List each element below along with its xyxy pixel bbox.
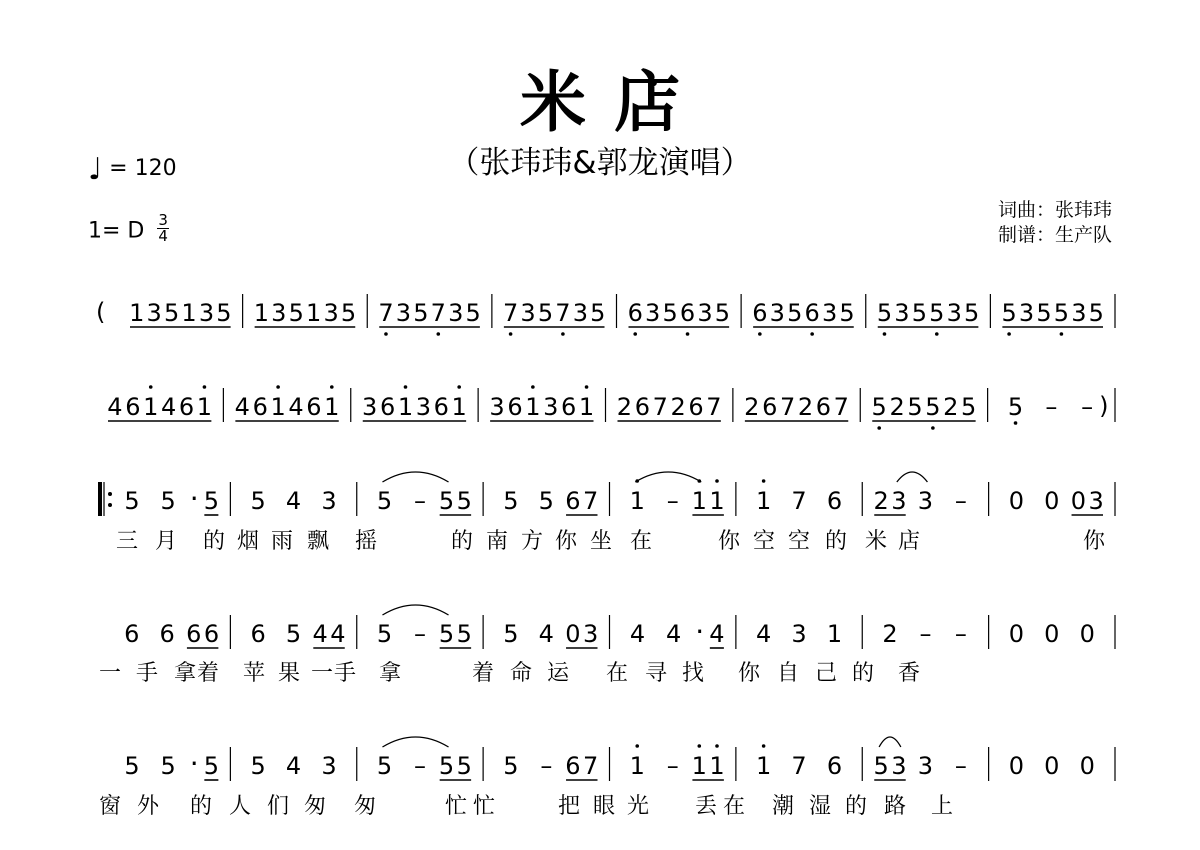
lyric-syllable: 路 xyxy=(883,794,907,819)
low-octave-dot xyxy=(384,332,388,336)
note-digit: 6 xyxy=(379,393,396,421)
note-digit: 6 xyxy=(250,620,266,648)
low-octave-dot xyxy=(1007,332,1011,336)
note-digit: 7 xyxy=(502,299,519,327)
dot-note: · xyxy=(695,615,705,648)
note-digit: 1 xyxy=(143,393,159,421)
note-digit: 7 xyxy=(582,752,599,780)
note-digit: 5 xyxy=(871,393,887,421)
note-digit: 7 xyxy=(555,299,571,327)
lyric-syllable: 烟 xyxy=(236,529,260,554)
note-digit: 1 xyxy=(755,487,772,515)
note-digit: 5 xyxy=(839,299,855,327)
note-digit: 0 xyxy=(1008,620,1024,648)
lyric-syllable: 空 xyxy=(752,529,776,554)
note-digit: 6 xyxy=(433,393,449,421)
dash-note: – xyxy=(1045,393,1058,421)
note-digit: 6 xyxy=(186,620,202,648)
note-digit: 5 xyxy=(590,299,606,327)
note-digit: 7 xyxy=(652,393,668,421)
note-digit: 5 xyxy=(124,487,140,515)
lyric-syllable: 命 xyxy=(509,661,533,686)
note-digit: 4 xyxy=(285,752,302,780)
note-digit: 3 xyxy=(321,487,337,515)
note-digit: 1 xyxy=(129,299,145,327)
note-digit: 0 xyxy=(565,620,581,648)
tempo-value: = 120 xyxy=(109,156,177,181)
lyric-syllable: 拿 xyxy=(173,661,197,686)
quarter-note-icon: ♩ xyxy=(88,152,103,187)
song-subtitle: （张玮玮&郭龙演唱） xyxy=(448,145,752,181)
note-digit: 4 xyxy=(288,393,304,421)
note-digit: 3 xyxy=(271,299,287,327)
note-digit: 5 xyxy=(503,487,519,515)
note-digit: 2 xyxy=(882,620,898,648)
lyric-syllable: 的 xyxy=(851,661,875,686)
low-octave-dot xyxy=(758,332,762,336)
lyric-syllable: 方 xyxy=(520,529,544,554)
lyric-syllable: 苹 xyxy=(242,661,266,686)
note-digit: 5 xyxy=(376,752,393,780)
note-digit: 7 xyxy=(779,393,796,421)
lyric-syllable: 上 xyxy=(930,794,954,819)
note-digit: 7 xyxy=(833,393,849,421)
note-digit: 5 xyxy=(438,620,455,648)
note-digit: 3 xyxy=(543,393,559,421)
low-octave-dot xyxy=(1060,332,1064,336)
lyric-syllable: 你 xyxy=(717,529,741,554)
note-digit: 4 xyxy=(755,620,772,648)
low-octave-dot xyxy=(509,332,513,336)
note-digit: 6 xyxy=(815,393,832,421)
high-octave-dot xyxy=(276,385,280,389)
note-digit: 5 xyxy=(1036,299,1052,327)
note-digit: 3 xyxy=(917,487,934,515)
dash-note: – xyxy=(540,752,553,780)
note-digit: 0 xyxy=(1008,752,1024,780)
note-digit: 1 xyxy=(181,299,197,327)
repeat-thick-bar xyxy=(98,482,102,516)
lyric-syllable: 飘 xyxy=(306,529,330,554)
high-octave-dot xyxy=(715,744,719,748)
lyric-syllable: 香 xyxy=(897,661,921,686)
note-digit: 6 xyxy=(203,620,220,648)
high-octave-dot xyxy=(330,385,334,389)
note-digit: 0 xyxy=(1044,487,1060,515)
note-digit: 5 xyxy=(340,299,357,327)
lyric-syllable: 雨 xyxy=(270,529,294,554)
low-octave-dot xyxy=(686,332,690,336)
note-digit: 5 xyxy=(160,487,176,515)
lyric-syllable: 们 xyxy=(266,794,290,819)
note-digit: 6 xyxy=(679,299,696,327)
note-digit: 4 xyxy=(107,393,123,421)
tie-slur xyxy=(382,737,448,747)
dash-note: – xyxy=(666,752,679,780)
note-digit: 5 xyxy=(216,299,232,327)
note-digit: 5 xyxy=(503,620,519,648)
note-digit: 5 xyxy=(925,393,941,421)
note-digit: 1 xyxy=(324,393,340,421)
lyric-syllable: 三 xyxy=(115,529,139,554)
time-numerator: 3 xyxy=(158,211,168,229)
note-digit: 5 xyxy=(285,620,302,648)
note-digit: 0 xyxy=(1008,487,1024,515)
lyric-syllable: 一 xyxy=(310,661,334,686)
note-digit: 6 xyxy=(762,393,778,421)
note-digit: 1 xyxy=(451,393,467,421)
note-digit: 3 xyxy=(1018,299,1035,327)
note-digit: 4 xyxy=(285,487,302,515)
tie-slur xyxy=(635,472,701,482)
tie-slur xyxy=(879,737,901,747)
lyric-syllable: 手 xyxy=(135,661,159,686)
note-digit: 6 xyxy=(565,487,581,515)
lyric-syllable: 着 xyxy=(196,661,220,686)
lyric-syllable: 寻 xyxy=(644,661,668,686)
note-digit: 1 xyxy=(253,299,269,327)
lyric-syllable: 一 xyxy=(98,661,122,686)
lyric-syllable: 外 xyxy=(136,794,160,819)
note-digit: 3 xyxy=(146,299,162,327)
note-digit: 5 xyxy=(537,299,554,327)
note-digit: 1 xyxy=(525,393,541,421)
note-digit: 3 xyxy=(1071,299,1087,327)
close-paren: ) xyxy=(1099,392,1109,420)
note-digit: 5 xyxy=(456,487,472,515)
dash-note: – xyxy=(954,620,967,648)
note-digit: 5 xyxy=(929,299,945,327)
note-digit: 4 xyxy=(160,393,177,421)
note-digit: 3 xyxy=(362,393,378,421)
lyric-syllable: 忙 xyxy=(444,794,468,819)
lyric-syllable: 人 xyxy=(228,794,252,819)
note-digit: 2 xyxy=(616,393,633,421)
dash-note: – xyxy=(413,620,426,648)
note-digit: 6 xyxy=(178,393,195,421)
high-octave-dot xyxy=(585,385,589,389)
tie-slur xyxy=(382,605,448,615)
low-octave-dot xyxy=(883,332,887,336)
lyric-syllable: 光 xyxy=(626,794,650,819)
note-digit: 3 xyxy=(520,299,536,327)
note-digit: 1 xyxy=(755,752,772,780)
time-denominator: 4 xyxy=(158,227,168,245)
lyric-syllable: 窗 xyxy=(98,794,122,819)
high-octave-dot xyxy=(762,479,766,483)
lyric-syllable: 月 xyxy=(154,529,178,554)
note-digit: 2 xyxy=(797,393,814,421)
lyric-syllable: 丢 xyxy=(694,794,718,819)
note-digit: 6 xyxy=(752,299,768,327)
note-digit: 5 xyxy=(662,299,678,327)
note-digit: 1 xyxy=(270,393,286,421)
note-digit: 1 xyxy=(629,487,645,515)
note-digit: 6 xyxy=(306,393,322,421)
note-digit: 7 xyxy=(706,393,722,421)
note-digit: 3 xyxy=(891,752,907,780)
lyric-syllable: 坐 xyxy=(589,529,613,554)
lyric-syllable: 空 xyxy=(787,529,811,554)
note-digit: 2 xyxy=(670,393,686,421)
low-octave-dot xyxy=(436,332,440,336)
note-digit: 3 xyxy=(198,299,215,327)
note-digit: 5 xyxy=(787,299,803,327)
repeat-dot xyxy=(108,492,112,496)
dot-note: · xyxy=(189,482,199,515)
high-octave-dot xyxy=(531,385,535,389)
note-digit: 5 xyxy=(288,299,304,327)
note-digit: 0 xyxy=(1079,620,1095,648)
high-octave-dot xyxy=(697,744,701,748)
note-digit: 6 xyxy=(124,620,140,648)
note-digit: 5 xyxy=(876,299,893,327)
note-digit: 3 xyxy=(697,299,713,327)
lyric-syllable: 的 xyxy=(189,794,213,819)
dash-note: – xyxy=(413,752,426,780)
note-digit: 5 xyxy=(1001,299,1017,327)
note-digit: 7 xyxy=(430,299,446,327)
note-digit: 4 xyxy=(665,620,682,648)
lyric-syllable: 找 xyxy=(681,661,705,686)
note-digit: 3 xyxy=(415,393,432,421)
high-octave-dot xyxy=(762,744,766,748)
lyric-syllable: 的 xyxy=(844,794,868,819)
note-digit: 4 xyxy=(709,620,725,648)
note-digit: 1 xyxy=(709,487,725,515)
note-digit: 3 xyxy=(946,299,962,327)
credit-arranger: 制谱：生产队 xyxy=(997,224,1112,246)
note-digit: 5 xyxy=(203,487,220,515)
note-digit: 5 xyxy=(961,393,977,421)
note-digit: 5 xyxy=(250,752,266,780)
note-digit: 5 xyxy=(964,299,980,327)
note-digit: 5 xyxy=(1007,393,1024,421)
low-octave-dot xyxy=(633,332,637,336)
low-octave-dot xyxy=(935,332,939,336)
high-octave-dot xyxy=(404,385,408,389)
lyric-syllable: 潮 xyxy=(771,794,795,819)
open-paren: ( xyxy=(96,298,106,326)
note-digit: 1 xyxy=(196,393,213,421)
dash-note: – xyxy=(954,487,967,515)
note-digit: 3 xyxy=(821,299,838,327)
note-digit: 6 xyxy=(627,299,643,327)
lyric-syllable: 店 xyxy=(897,529,921,554)
tie-slur xyxy=(382,472,448,482)
note-digit: 1 xyxy=(691,752,707,780)
repeat-dot xyxy=(108,503,112,507)
lyric-syllable: 眼 xyxy=(592,794,616,819)
low-octave-dot xyxy=(931,426,935,430)
dash-note: – xyxy=(919,620,932,648)
note-digit: 5 xyxy=(465,299,481,327)
note-digit: 5 xyxy=(1053,299,1070,327)
lyric-syllable: 你 xyxy=(554,529,578,554)
note-digit: 5 xyxy=(907,393,923,421)
song-title: 米店 xyxy=(520,64,708,141)
note-digit: 6 xyxy=(826,487,843,515)
note-digit: 3 xyxy=(1088,487,1104,515)
note-digit: 7 xyxy=(582,487,599,515)
dash-note: – xyxy=(666,487,679,515)
note-digit: 2 xyxy=(744,393,760,421)
note-digit: 4 xyxy=(312,620,328,648)
note-digit: 5 xyxy=(438,487,455,515)
note-digit: 5 xyxy=(714,299,731,327)
note-digit: 6 xyxy=(252,393,268,421)
note-digit: 5 xyxy=(538,487,554,515)
note-digit: 3 xyxy=(489,393,505,421)
low-octave-dot xyxy=(1014,421,1018,425)
note-digit: 3 xyxy=(791,620,807,648)
note-digit: 5 xyxy=(376,487,393,515)
lyric-syllable: 匆 xyxy=(353,794,377,819)
note-digit: 6 xyxy=(125,393,141,421)
note-digit: 3 xyxy=(645,299,661,327)
note-digit: 2 xyxy=(889,393,905,421)
note-digit: 5 xyxy=(160,752,176,780)
note-digit: 1 xyxy=(629,752,645,780)
dash-note: – xyxy=(1081,393,1094,421)
dash-note: – xyxy=(413,487,426,515)
low-octave-dot xyxy=(561,332,565,336)
credit-lyrics-music: 词曲：张玮玮 xyxy=(997,199,1112,221)
note-digit: 6 xyxy=(507,393,523,421)
lyric-syllable: 拿 xyxy=(378,661,402,686)
note-digit: 5 xyxy=(438,752,455,780)
high-octave-dot xyxy=(715,479,719,483)
note-digit: 5 xyxy=(456,752,472,780)
lyric-syllable: 米 xyxy=(864,529,888,554)
note-digit: 1 xyxy=(709,752,725,780)
note-digit: 6 xyxy=(804,299,820,327)
lyric-syllable: 摇 xyxy=(354,529,378,554)
note-digit: 2 xyxy=(943,393,959,421)
note-digit: 2 xyxy=(873,487,889,515)
note-digit: 5 xyxy=(911,299,927,327)
note-digit: 5 xyxy=(456,620,472,648)
note-digit: 5 xyxy=(203,752,220,780)
note-digit: 3 xyxy=(323,299,339,327)
note-digit: 6 xyxy=(634,393,650,421)
note-digit: 3 xyxy=(395,299,412,327)
note-digit: 5 xyxy=(163,299,180,327)
note-digit: 5 xyxy=(250,487,266,515)
lyric-syllable: 在 xyxy=(605,661,629,686)
note-digit: 7 xyxy=(378,299,394,327)
low-octave-dot xyxy=(810,332,814,336)
note-digit: 3 xyxy=(321,752,337,780)
lyric-syllable: 南 xyxy=(485,529,509,554)
key-text: 1= D xyxy=(88,218,145,244)
lyric-syllable: 忙 xyxy=(472,794,496,819)
lyric-syllable: 你 xyxy=(737,661,761,686)
note-digit: 5 xyxy=(413,299,429,327)
note-digit: 5 xyxy=(503,752,519,780)
lyric-syllable: 的 xyxy=(202,529,226,554)
note-digit: 1 xyxy=(578,393,595,421)
lyric-syllable: 的 xyxy=(450,529,474,554)
note-digit: 6 xyxy=(688,393,704,421)
note-digit: 1 xyxy=(691,487,707,515)
lyric-syllable: 的 xyxy=(824,529,848,554)
note-digit: 4 xyxy=(538,620,554,648)
note-digit: 6 xyxy=(826,752,843,780)
lyric-syllable: 湿 xyxy=(808,794,832,819)
lyric-syllable: 你 xyxy=(1082,529,1106,554)
note-digit: 3 xyxy=(448,299,464,327)
note-digit: 3 xyxy=(582,620,599,648)
note-digit: 6 xyxy=(561,393,577,421)
note-digit: 7 xyxy=(791,752,807,780)
lyric-syllable: 在 xyxy=(629,529,653,554)
dash-note: – xyxy=(954,752,967,780)
lyric-syllable: 匆 xyxy=(303,794,327,819)
note-digit: 1 xyxy=(826,620,843,648)
dot-note: · xyxy=(189,747,199,780)
high-octave-dot xyxy=(149,385,153,389)
lyric-syllable: 在 xyxy=(722,794,746,819)
note-digit: 3 xyxy=(891,487,907,515)
note-digit: 1 xyxy=(397,393,414,421)
note-digit: 3 xyxy=(917,752,934,780)
note-digit: 5 xyxy=(376,620,393,648)
lyric-syllable: 运 xyxy=(546,661,570,686)
lyric-syllable: 着 xyxy=(471,661,495,686)
high-octave-dot xyxy=(203,385,207,389)
note-digit: 6 xyxy=(159,620,175,648)
lyric-syllable: 己 xyxy=(814,661,838,686)
note-digit: 5 xyxy=(873,752,889,780)
note-digit: 1 xyxy=(306,299,322,327)
note-digit: 3 xyxy=(572,299,588,327)
note-digit: 0 xyxy=(1044,752,1060,780)
note-digit: 4 xyxy=(330,620,346,648)
lyric-syllable: 把 xyxy=(557,794,581,819)
note-digit: 3 xyxy=(894,299,910,327)
note-digit: 3 xyxy=(769,299,785,327)
note-digit: 5 xyxy=(124,752,140,780)
note-digit: 0 xyxy=(1070,487,1087,515)
high-octave-dot xyxy=(457,385,461,389)
note-digit: 5 xyxy=(1088,299,1104,327)
note-digit: 0 xyxy=(1079,752,1095,780)
lyric-syllable: 自 xyxy=(776,661,800,686)
note-digit: 4 xyxy=(629,620,646,648)
note-digit: 7 xyxy=(791,487,807,515)
note-digit: 6 xyxy=(565,752,581,780)
note-digit: 0 xyxy=(1044,620,1060,648)
lyric-syllable: 果 xyxy=(277,661,301,686)
note-digit: 4 xyxy=(234,393,250,421)
tie-slur xyxy=(897,472,928,482)
low-octave-dot xyxy=(877,426,881,430)
lyric-syllable: 手 xyxy=(333,661,357,686)
high-octave-dot xyxy=(635,744,639,748)
